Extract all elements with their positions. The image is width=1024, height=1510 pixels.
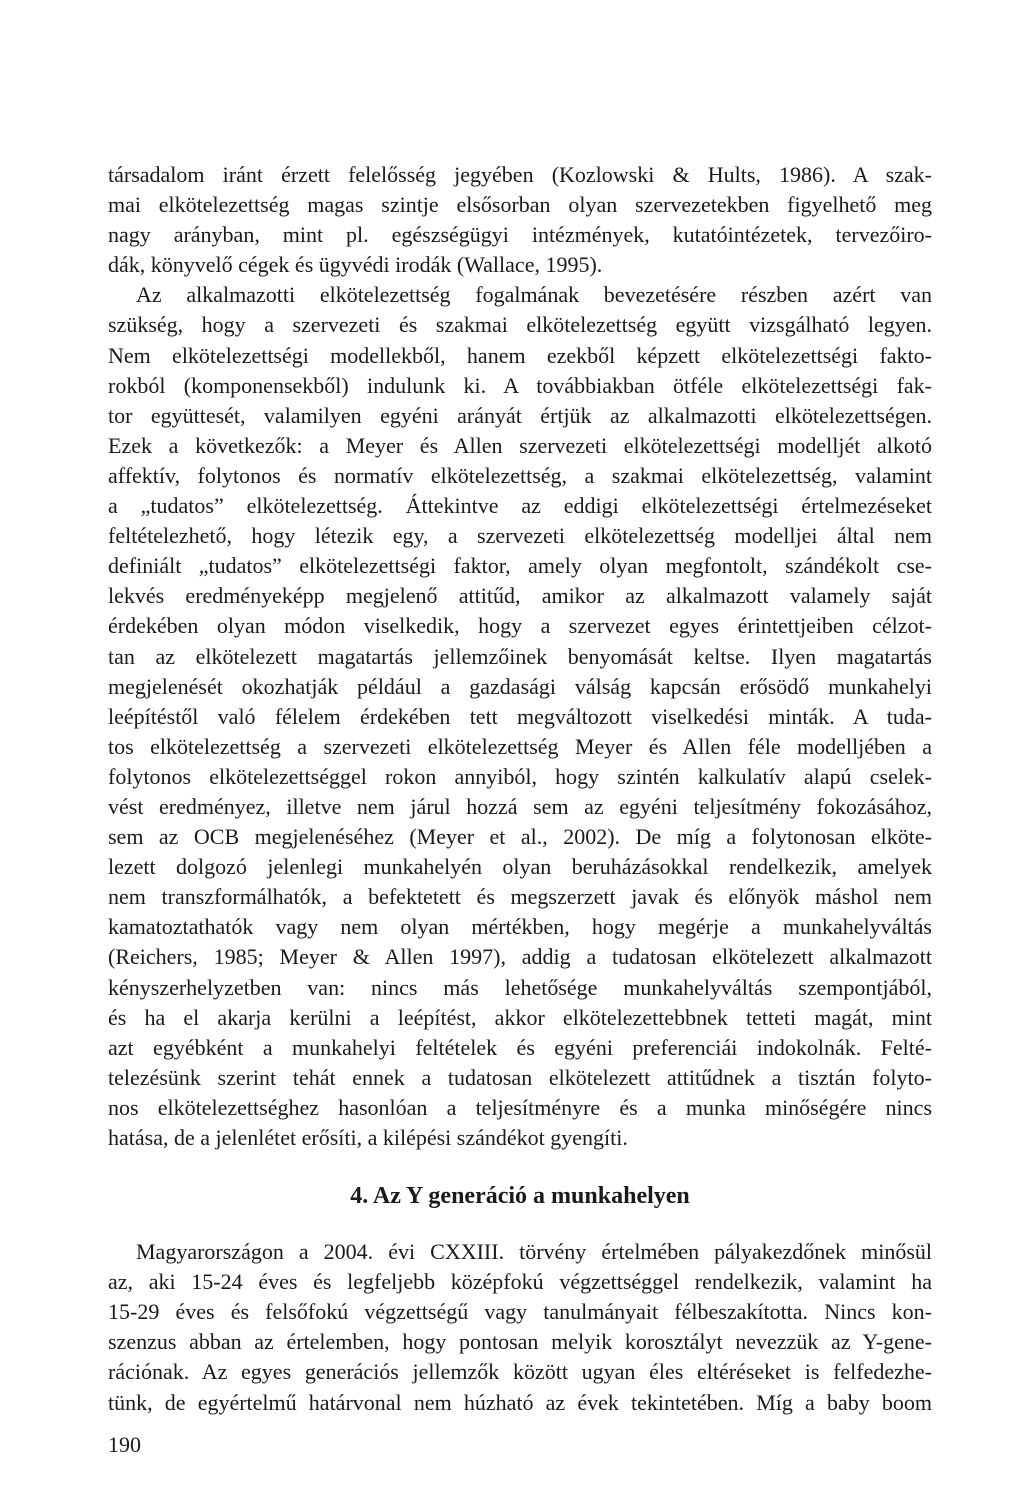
text-line: (Reichers, 1985; Meyer & Allen 1997), addig a tudatosan elkötelezett alkalmazott — [108, 944, 932, 970]
text-line: az, aki 15-24 éves és legfeljebb középfokú végzettséggel rendelkezik, valamint ha — [108, 1269, 932, 1295]
section-heading: 4. Az Y generáció a munkahelyen — [350, 1183, 690, 1210]
text-line: és ha el akarja kerülni a leépítést, akkor elkötelezettebbnek tetteti magát, mint — [108, 1004, 932, 1030]
text-line: kényszerhelyzetben van: nincs más lehetősége munkahelyváltás szempontjából, — [108, 974, 932, 1000]
text-line: Ezek a következők: a Meyer és Allen szervezeti elkötelezettségi modelljét alkotó — [108, 432, 932, 458]
text-line: szükség, hogy a szervezeti és szakmai elkötelezettség együtt vizsgálható legyen. — [108, 312, 932, 338]
text-line: vést eredményez, illetve nem járul hozzá sem az egyéni teljesítmény fokozásához, — [108, 793, 932, 819]
text-line: társadalom iránt érzett felelősség jegyében (Kozlowski & Hults, 1986). A szak- — [108, 162, 932, 187]
paragraph-1 — [108, 160, 932, 280]
text-line: tor együttesét, valamilyen egyéni arányát értjük az alkalmazotti elkötelezettségen. — [108, 402, 932, 428]
paragraph-2 — [108, 280, 932, 1153]
text-line: Az alkalmazotti elkötelezettség fogalmának bevezetésére részben azért van — [136, 282, 932, 308]
text-line: rokból (komponensekből) indulunk ki. A továbbiakban ötféle elkötelezettségi fak- — [108, 372, 932, 398]
text-line: hatása, de a jelenlétet erősíti, a kilépési szándékot gyengíti. — [108, 1125, 628, 1150]
document-page — [108, 160, 932, 1418]
text-line: nos elkötelezettséghez hasonlóan a teljesítményre és a munka minőségére nincs — [108, 1094, 932, 1120]
text-line: 15-29 éves és felsőfokú végzettségű vagy tanulmányait félbeszakította. Nincs kon- — [108, 1299, 932, 1325]
text-line: feltételezhető, hogy létezik egy, a szervezeti elkötelezettség modelljei által nem — [108, 523, 932, 549]
text-line: a „tudatos” elkötelezettség. Áttekintve az eddigi elkötelezettségi értelmezéseket — [108, 493, 932, 519]
text-line: lekvés eredményeképp megjelenő attitűd, amikor az alkalmazott valamely saját — [108, 583, 932, 609]
text-line: lezett dolgozó jelenlegi munkahelyén olyan beruházásokkal rendelkezik, amelyek — [108, 854, 932, 880]
text-line: nem transzformálhatók, a befektetett és megszerzett javak és előnyök máshol nem — [108, 884, 932, 910]
text-line: azt egyébként a munkahelyi feltételek és egyéni preferenciái indokolnák. Felté- — [108, 1034, 932, 1060]
text-line: Nem elkötelezettségi modellekből, hanem ezekből képzett elkötelezettségi fakto- — [108, 342, 932, 368]
text-line: kamatoztathatók vagy nem olyan mértékben, hogy megérje a munkahelyváltás — [108, 914, 932, 940]
text-line: leépítéstől való félelem érdekében tett megváltozott viselkedési minták. A tuda- — [108, 703, 932, 729]
paragraph-3 — [108, 1237, 932, 1418]
text-line: rációnak. Az egyes generációs jellemzők között ugyan éles eltéréseket is felfedezhe- — [108, 1359, 932, 1385]
text-line: érdekében olyan módon viselkedik, hogy a szervezet egyes érintettjeiben célzot- — [108, 613, 932, 639]
text-line: definiált „tudatos” elkötelezettségi faktor, amely olyan megfontolt, szándékolt cse- — [108, 553, 932, 579]
text-line: tan az elkötelezett magatartás jellemzőinek benyomását keltse. Ilyen magatartás — [108, 643, 932, 669]
text-line: mai elkötelezettség magas szintje elsősorban olyan szervezetekben figyelhető meg — [108, 192, 932, 218]
page-number: 190 — [108, 1432, 141, 1457]
text-line: dák, könyvelő cégek és ügyvédi irodák (Wallace, 1995). — [108, 252, 603, 278]
text-line: tos elkötelezettség a szervezeti elkötelezettség Meyer és Allen féle modelljében a — [108, 733, 932, 759]
text-line: Magyarországon a 2004. évi CXXIII. törvény értelmében pályakezdőnek minősül — [136, 1239, 932, 1265]
text-line: telezésünk szerint tehát ennek a tudatosan elkötelezett attitűdnek a tisztán folyto- — [108, 1064, 932, 1090]
text-line: szenzus abban az értelemben, hogy pontosan melyik korosztályt nevezzük az Y-gene- — [108, 1329, 932, 1355]
text-line: affektív, folytonos és normatív elkötelezettség, a szakmai elkötelezettség, valamint — [108, 462, 932, 488]
text-line: tünk, de egyértelmű határvonal nem húzható az évek tekintetében. Míg a baby boom — [108, 1389, 932, 1415]
text-line: folytonos elkötelezettséggel rokon annyiból, hogy szintén kalkulatív alapú cselek- — [108, 763, 932, 789]
text-line: megjelenését okozhatják például a gazdasági válság kapcsán erősödő munkahelyi — [108, 673, 932, 699]
text-line: nagy arányban, mint pl. egészségügyi intézmények, kutatóintézetek, tervezőiro- — [108, 222, 932, 248]
text-line: sem az OCB megjelenéséhez (Meyer et al., 2002). De míg a folytonosan elköte- — [108, 824, 932, 850]
